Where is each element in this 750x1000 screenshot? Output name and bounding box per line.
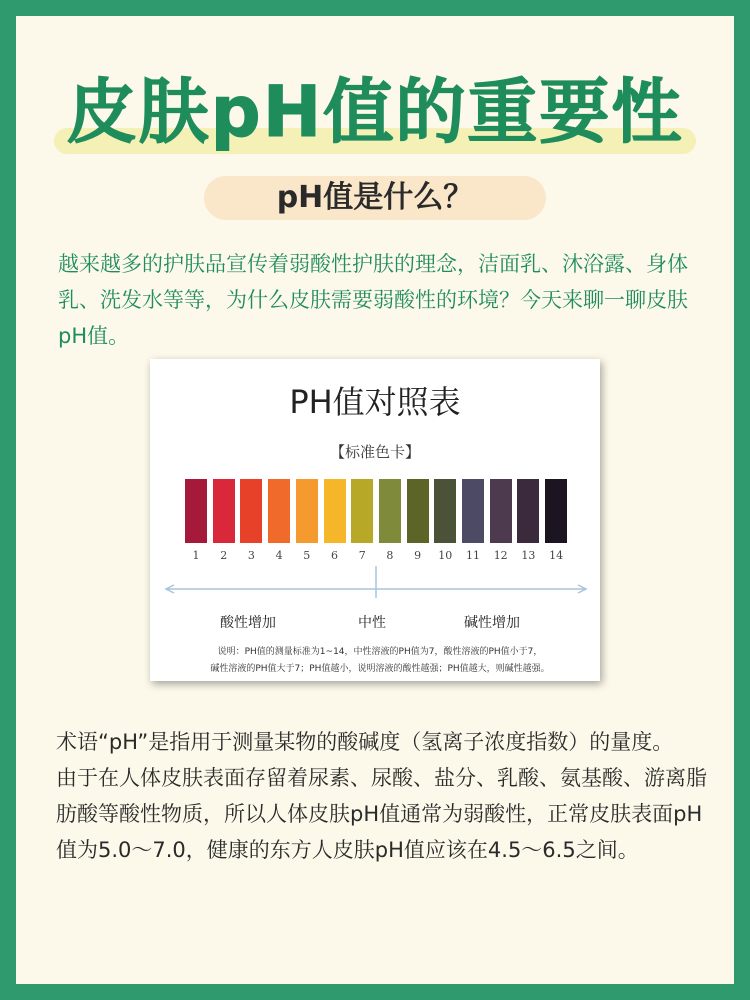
ph-swatch-4 [268,479,290,543]
ph-number-9: 9 [414,549,422,562]
ph-swatch-13 [517,479,539,543]
ph-swatch-2 [213,479,235,543]
ph-number-8: 8 [386,549,394,562]
ph-number-4: 4 [275,549,283,562]
ph-swatch-10 [434,479,456,543]
ph-number-13: 13 [521,549,536,562]
ph-number-5: 5 [303,549,311,562]
ph-swatch-12 [490,479,512,543]
ph-number-6: 6 [331,549,338,562]
ph-swatch-3 [240,479,262,543]
section-subtitle: pH值是什么？ [276,180,474,215]
body-paragraph-2: 由于在人体皮肤表面存留着尿素、尿酸、盐分、乳酸、氨基酸、游离脂肪酸等酸性物质，所以人体皮肤pH值通常为弱酸性，正常皮肤表面pH值为5.0～7.0，健康的东方人皮肤pH值应该在4.5～6.5之间。 [56,766,707,862]
ph-number-1: 1 [192,549,200,562]
ph-chart-card [150,359,600,681]
ph-number-3: 3 [247,549,255,562]
title-block [16,56,734,166]
body-paragraph-1: 术语“pH”是指用于测量某物的酸碱度（氢离子浓度指数）的量度。 [56,730,674,754]
ph-number-2: 2 [220,549,228,562]
chart-subtitle: 【标准色卡】 [329,443,420,461]
intro-paragraph: 越来越多的护肤品宣传着弱酸性护肤的理念，洁面乳、沐浴露、身体乳、洗发水等等，为什么皮肤需要弱酸性的环境？今天来聊一聊皮肤pH值。 [58,252,688,348]
ph-number-10: 10 [438,549,453,562]
ph-number-14: 14 [549,549,564,562]
ph-swatch-7 [351,479,373,543]
ph-number-7: 7 [358,549,366,562]
ph-swatch-5 [296,479,318,543]
ph-swatch-11 [462,479,484,543]
ph-number-11: 11 [466,549,480,562]
ph-swatch-6 [324,479,346,543]
chart-title: PH值对照表 [289,383,461,421]
base-label: 碱性增加 [464,615,520,631]
page-background [16,16,734,984]
ph-swatch-8 [379,479,401,543]
chart-note-line-1: 说明：PH值的测量标准为1~14，中性溶液的PH值为7，酸性溶液的PH值小于7， [217,647,543,657]
ph-axis [162,554,590,614]
ph-swatch-1 [185,479,207,543]
color-swatches [185,479,573,543]
ph-swatch-9 [407,479,429,543]
ph-swatch-14 [545,479,567,543]
body-text [56,724,716,868]
page-title: 皮肤pH值的重要性 [66,71,684,153]
neutral-label: 中性 [358,615,386,631]
acid-label: 酸性增加 [220,615,276,631]
ph-number-12: 12 [493,549,508,562]
chart-note-line-2: 碱性溶液的PH值大于7；PH值越小，说明溶液的酸性越强；PH值越大，则碱性越强。 [210,664,550,674]
chart-note [170,644,590,678]
